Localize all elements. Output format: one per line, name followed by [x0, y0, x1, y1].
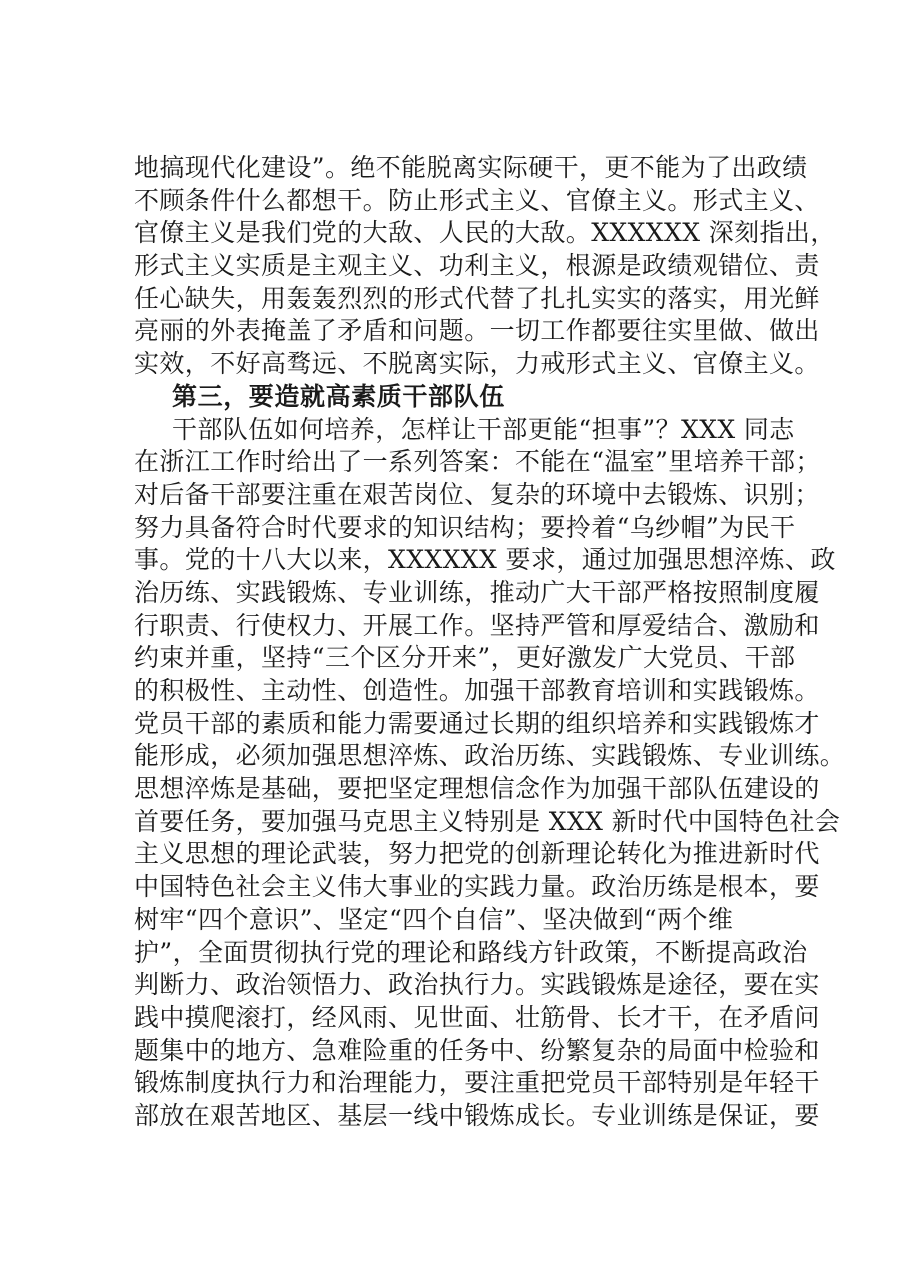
text-line: 事。党的十八大以来，XXXXXX 要求，通过加强思想淬炼、政 — [134, 545, 836, 575]
text-line: 能形成，必须加强思想淬炼、政治历练、实践锻炼、专业训练。 — [134, 741, 846, 771]
text-line: 中国特色社会主义伟大事业的实践力量。政治历练是根本，要 — [134, 872, 820, 902]
text-line: 不顾条件什么都想干。防止形式主义、官僚主义。形式主义、 — [134, 185, 820, 215]
text-line: 思想淬炼是基础，要把坚定理想信念作为加强干部队伍建设的 — [134, 774, 820, 804]
text-line: 任心缺失，用轰轰烈烈的形式代替了扎扎实实的落实，用光鲜 — [134, 283, 820, 313]
paragraph-formalism — [134, 152, 836, 381]
text-line: 党员干部的素质和能力需要通过长期的组织培养和实践锻炼才 — [134, 708, 820, 738]
section-heading: 第三，要造就高素质干部队伍 — [172, 381, 505, 411]
text-line: 行职责、行使权力、开展工作。坚持严管和厚爱结合、激励和 — [134, 610, 820, 640]
text-line: 地搞现代化建设”。绝不能脱离实际硬干，更不能为了出政绩 — [134, 153, 808, 182]
text-line: 题集中的地方、急难险重的任务中、纷繁复杂的局面中检验和 — [134, 1035, 820, 1065]
text-line: 锻炼制度执行力和治理能力，要注重把党员干部特别是年轻干 — [134, 1068, 820, 1098]
document-body — [134, 152, 846, 1133]
paragraph-cadre-training — [134, 414, 846, 1133]
text-line: 护”，全面贯彻执行党的理论和路线方针政策，不断提高政治 — [134, 937, 808, 967]
text-line: 践中摸爬滚打，经风雨、见世面、壮筋骨、长才干，在矛盾问 — [134, 1002, 820, 1032]
text-line: 在浙江工作时给出了一系列答案：不能在“温室”里培养干部； — [134, 447, 821, 477]
text-line: 部放在艰苦地区、基层一线中锻炼成长。专业训练是保证，要 — [134, 1100, 820, 1130]
text-line: 官僚主义是我们党的大敌、人民的大敌。XXXXXX 深刻指出， — [134, 218, 836, 248]
text-line: 对后备干部要注重在艰苦岗位、复杂的环境中去锻炼、识别； — [134, 479, 820, 509]
text-line: 判断力、政治领悟力、政治执行力。实践锻炼是途径，要在实 — [134, 970, 820, 1000]
text-line: 的积极性、主动性、创造性。加强干部教育培训和实践锻炼。 — [134, 676, 820, 705]
text-line: 树牢“四个意识”、坚定“四个自信”、坚决做到“两个维 — [134, 904, 734, 934]
text-line: 治历练、实践锻炼、专业训练，推动广大干部严格按照制度履 — [134, 577, 820, 607]
text-line: 干部队伍如何培养，怎样让干部更能“担事”？XXX 同志 — [172, 414, 795, 444]
text-line: 约束并重，坚持“三个区分开来”，更好激发广大党员、干部 — [134, 643, 796, 673]
text-line: 主义思想的理论武装，努力把党的创新理论转化为推进新时代 — [134, 839, 820, 869]
text-line: 首要任务，要加强马克思主义特别是 XXX 新时代中国特色社会 — [134, 806, 841, 836]
text-line: 实效，不好高骛远、不脱离实际，力戒形式主义、官僚主义。 — [134, 349, 820, 379]
text-line: 努力具备符合时代要求的知识结构；要拎着“乌纱帽”为民干 — [134, 512, 796, 542]
text-line: 亮丽的外表掩盖了矛盾和问题。一切工作都要往实里做、做出 — [134, 316, 820, 346]
text-line: 形式主义实质是主观主义、功利主义，根源是政绩观错位、责 — [134, 251, 820, 281]
